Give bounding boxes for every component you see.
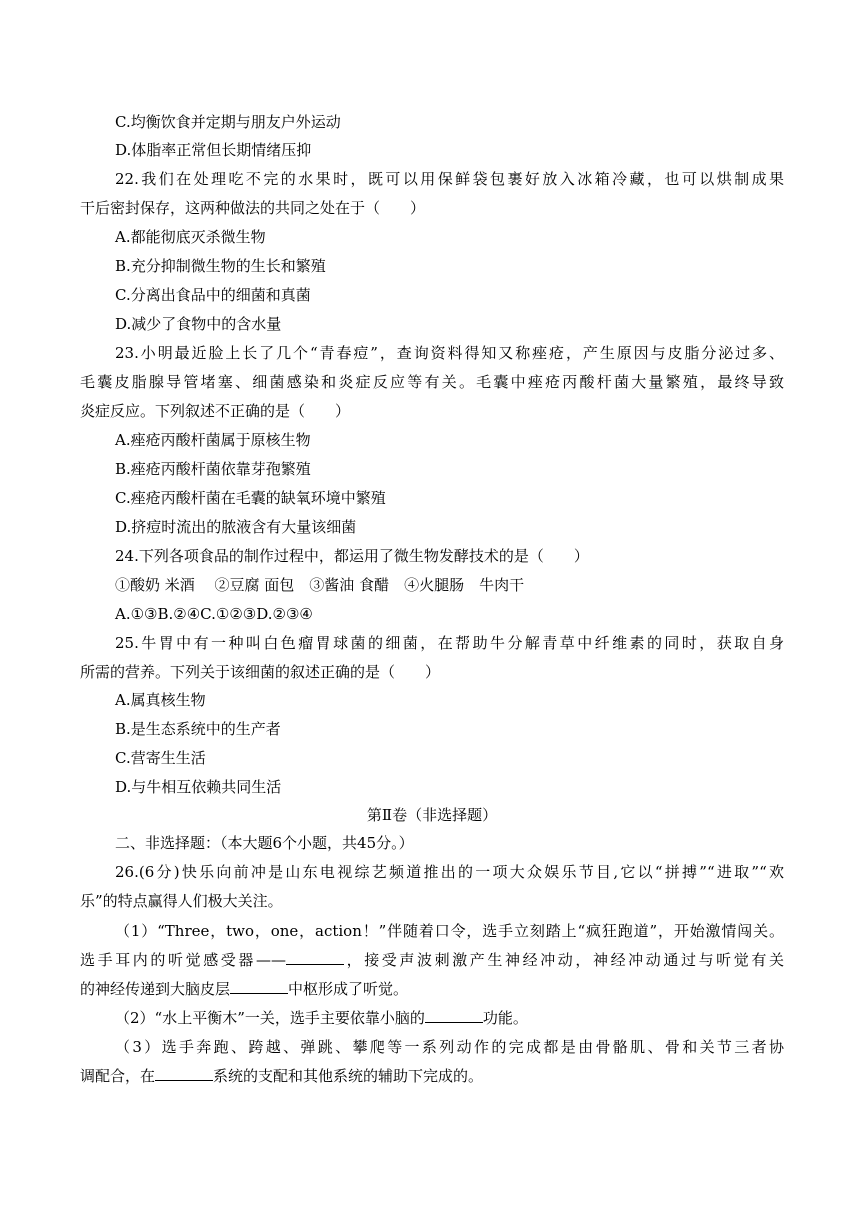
answer-blank-hearing-receptor[interactable] [286,950,344,965]
q26-part1-line3 [80,979,784,999]
q22-stem-line2: 干后密封保存，这两种做法的共同之处在于（ ） [80,199,426,217]
q26-part1-line2-text-b: ，接受声波刺激产生神经冲动，神经冲动通过与听觉有关 [344,951,784,969]
q26-part1-line2-text-a: 选手耳内的听觉感受器—— [80,951,286,969]
q24-stem: 24.下列各项食品的制作过程中，都运用了微生物发酵技术的是（ ） [115,547,589,565]
q22-option-b: B.充分抑制微生物的生长和繁殖 [115,257,326,275]
q24-items: ①酸奶 米酒 ②豆腐 面包 ③酱油 食醋 ④火腿肠 牛肉干 [115,576,525,594]
q23-option-a: A.痤疮丙酸杆菌属于原核生物 [115,431,311,449]
q26-part2 [115,1008,784,1028]
q22-option-d: D.减少了食物中的含水量 [115,315,282,333]
q21-option-c: C.均衡饮食并定期与朋友户外运动 [115,113,341,131]
q26-part1-line2 [80,950,784,970]
q25-option-b: B.是生态系统中的生产者 [115,720,281,738]
q26-part2-text-b: 功能。 [482,1009,528,1027]
q26-part1-line1: （1）“Three，two，one，action！”伴随着口令，选手立刻踏上“疯狂跑道”，开始激情闯关。 [115,922,784,940]
q26-part3-line2-text-b: 系统的支配和其他系统的辅助下完成的。 [213,1067,484,1085]
q26-intro-line2: 乐”的特点赢得人们极大关注。 [80,892,283,910]
answer-blank-control-system[interactable] [155,1066,213,1081]
q24-options: A.①③B.②④C.①②③D.②③④ [115,605,313,623]
q25-stem-line2: 所需的营养。下列关于该细菌的叙述正确的是（ ） [80,663,441,681]
q21-option-d: D.体脂率正常但长期情绪压抑 [115,141,312,159]
q26-part3-line2 [80,1066,784,1086]
q25-stem-line1: 25.牛胃中有一种叫白色瘤胃球菌的细菌，在帮助牛分解青草中纤维素的同时，获取自身 [115,634,784,652]
q23-stem-line1: 23.小明最近脸上长了几个“青春痘”，查询资料得知又称痤疮，产生原因与皮脂分泌过多、 [115,344,784,362]
section2-instruction: 二、非选择题：（本大题6个小题，共45分。） [115,834,414,852]
q26-part3-line1: （3）选手奔跑、跨越、弹跳、攀爬等一系列动作的完成都是由骨骼肌、骨和关节三者协 [115,1038,784,1056]
q22-stem-line1: 22.我们在处理吃不完的水果时，既可以用保鲜袋包裹好放入冰箱冷藏，也可以烘制成果 [115,170,784,188]
q26-part1-line3-text-a: 的神经传递到大脑皮层 [80,980,231,998]
q25-option-d: D.与牛相互依赖共同生活 [115,778,282,796]
q23-option-d: D.挤痘时流出的脓液含有大量该细菌 [115,518,357,536]
q26-part2-text-a: （2）“水上平衡木”一关，选手主要依靠小脑的 [115,1009,425,1027]
q26-part1-line3-text-b: 中枢形成了听觉。 [288,980,409,998]
q25-option-c: C.营寄生生活 [115,749,206,767]
q26-part3-line2-text-a: 调配合，在 [80,1067,156,1085]
q23-option-c: C.痤疮丙酸杆菌在毛囊的缺氧环境中繁殖 [115,489,386,507]
q23-option-b: B.痤疮丙酸杆菌依靠芽孢繁殖 [115,460,311,478]
q23-stem-line2: 毛囊皮脂腺导管堵塞、细菌感染和炎症反应等有关。毛囊中痤疮丙酸杆菌大量繁殖，最终导致 [80,373,784,391]
q23-stem-line3: 炎症反应。下列叙述不正确的是（ ） [80,402,351,420]
q22-option-a: A.都能彻底灭杀微生物 [115,228,266,246]
q26-intro-line1: 26.(6分)快乐向前冲是山东电视综艺频道推出的一项大众娱乐节目,它以“拼搏”“进取”“欢 [115,863,784,881]
answer-blank-cerebellum-function[interactable] [425,1008,483,1023]
section2-title: 第Ⅱ卷（非选择题） [366,806,498,824]
q25-option-a: A.属真核生物 [115,691,206,709]
answer-blank-hearing-center[interactable] [230,979,288,994]
q22-option-c: C.分离出食品中的细菌和真菌 [115,286,311,304]
